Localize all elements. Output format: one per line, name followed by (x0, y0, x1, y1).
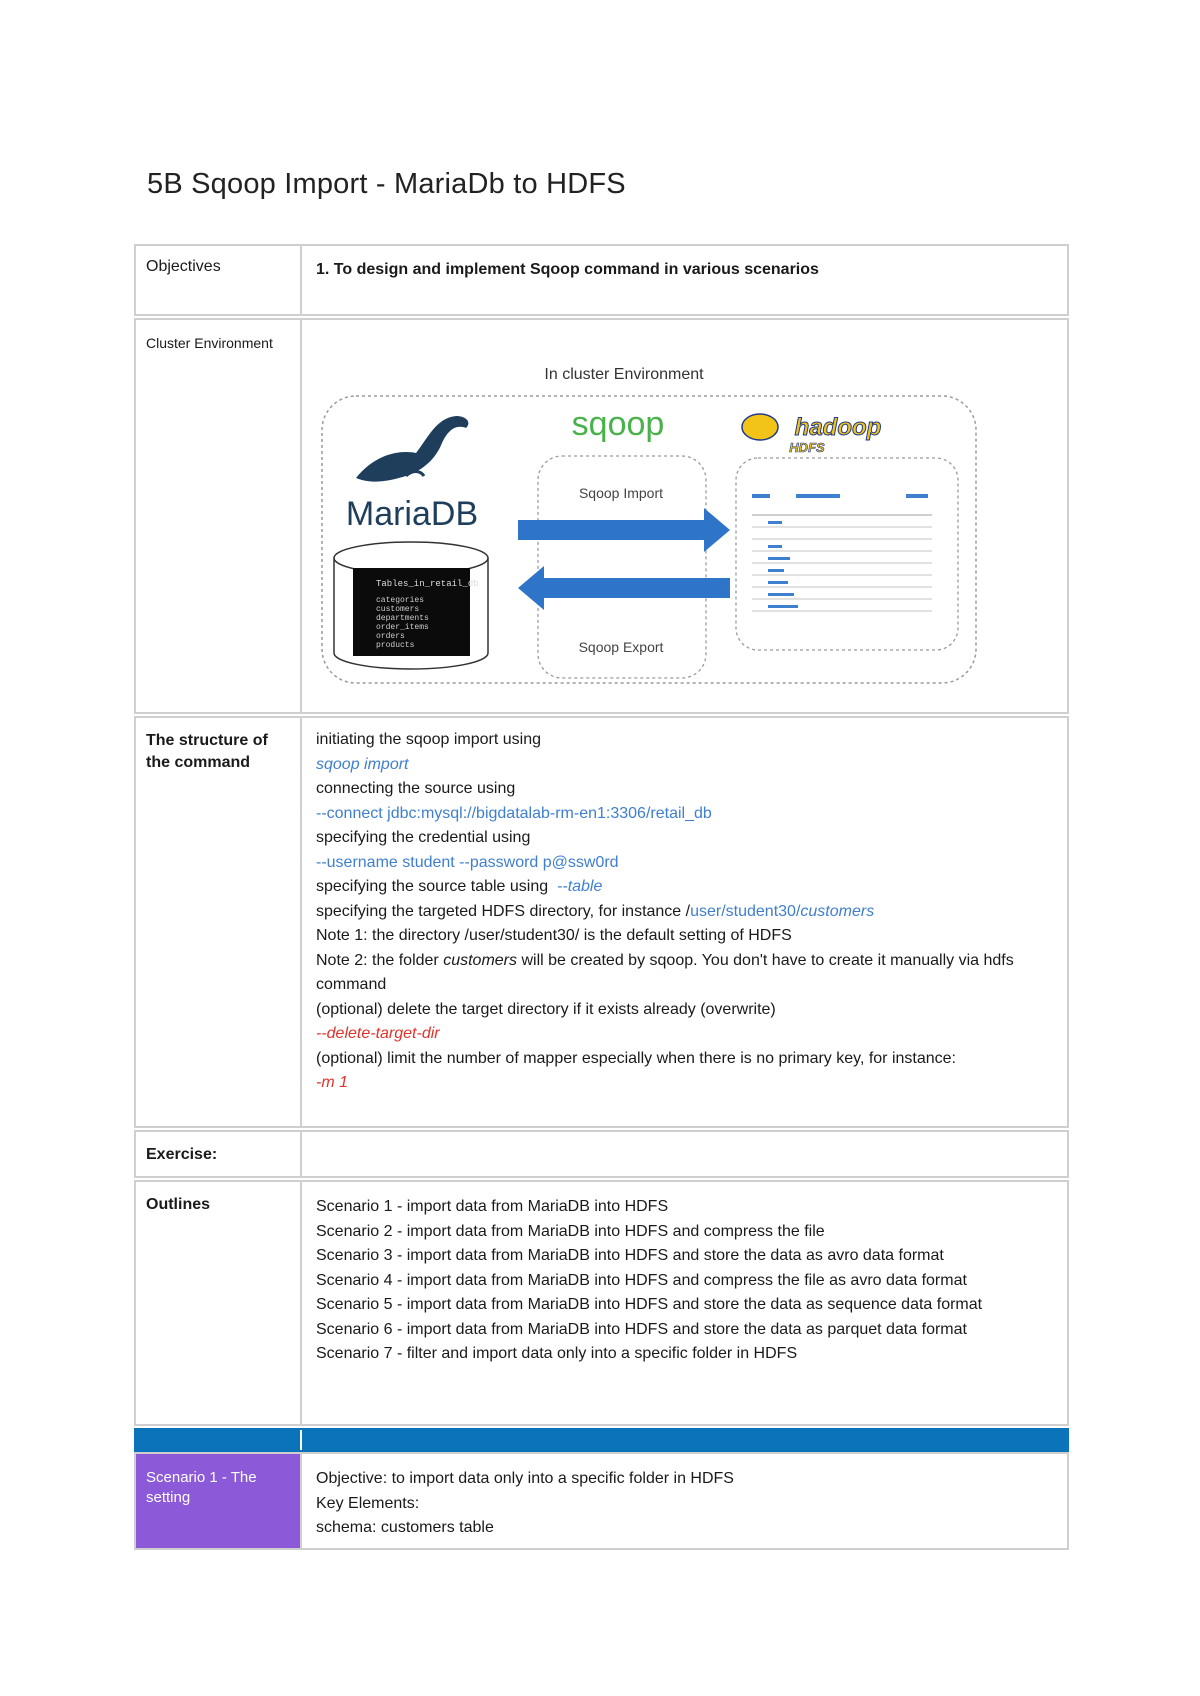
sqoop-export-label: Sqoop Export (578, 639, 664, 655)
sqoop-import-label: Sqoop Import (578, 485, 664, 501)
import-arrow-icon (518, 508, 730, 552)
objectives-label: Objectives (136, 246, 302, 314)
exercise-cell (302, 1132, 1067, 1176)
outline-item: Scenario 3 - import data from MariaDB into HDFS and store the data as avro data format (316, 1247, 944, 1264)
structure-text: specifying the targeted HDFS directory, for instance / (316, 902, 691, 920)
objectives-row (134, 244, 1069, 316)
outline-item: Scenario 1 - import data from MariaDB into HDFS (316, 1198, 669, 1215)
objectives-text: 1. To design and implement Sqoop command in various scenarios (316, 261, 819, 278)
db-table-item: categories (376, 596, 425, 605)
delete-target-dir-command: --delete-target-dir (316, 1025, 440, 1042)
scenario1-cell (302, 1454, 1067, 1548)
structure-line: initiating the sqoop import using (316, 731, 542, 748)
mariadb-logo-text: MariaDB (345, 495, 479, 533)
scenario1-row (134, 1452, 1069, 1550)
scenario1-objective: Objective: to import data only into a specific folder in HDFS (316, 1470, 734, 1487)
folder-name: customers (443, 951, 517, 969)
db-table-item: customers (376, 605, 420, 614)
outline-item: Scenario 6 - import data from MariaDB into HDFS and store the data as parquet data format (316, 1320, 967, 1338)
db-terminal-header: Tables_in_retail_db (376, 579, 479, 589)
page-title: 5B Sqoop Import - MariaDb to HDFS (147, 168, 626, 200)
structure-line: (optional) delete the target directory if it exists already (overwrite) (316, 1000, 776, 1018)
exercise-label: Exercise: (136, 1132, 302, 1176)
structure-line: specifying the credential using (316, 829, 531, 846)
db-table-item: products (376, 641, 415, 650)
structure-line: (optional) limit the number of mapper especially when there is no primary key, for instance: (316, 1049, 956, 1067)
structure-line (316, 875, 1053, 900)
table-command: --table (557, 878, 603, 895)
connect-command: --connect jdbc:mysql://bigdatalab-rm-en1:3306/retail_db (316, 804, 712, 822)
outline-item: Scenario 4 - import data from MariaDB into HDFS and compress the file as avro data format (316, 1271, 967, 1289)
credentials-command: --username student --password p@ssw0rd (316, 853, 619, 871)
export-arrow-icon (518, 566, 730, 610)
structure-row (134, 716, 1069, 1128)
structure-text: will be created by sqoop. You don't have to create it manually via hdfs command (316, 951, 1014, 993)
sqoop-import-command: sqoop import (316, 755, 409, 773)
mapper-command: -m 1 (316, 1074, 348, 1091)
cluster-diagram (316, 358, 981, 688)
cluster-cell (302, 320, 1067, 712)
outline-item: Scenario 2 - import data from MariaDB into HDFS and compress the file (316, 1222, 825, 1240)
hdfs-logo-text: HDFS (789, 440, 825, 455)
cluster-diagram-svg (316, 358, 981, 688)
structure-line (316, 900, 1053, 925)
diagram-caption: In cluster Environment (544, 366, 704, 383)
section-bar-left (136, 1430, 302, 1450)
structure-cell (302, 718, 1067, 1126)
exercise-row (134, 1130, 1069, 1178)
structure-line: connecting the source using (316, 780, 516, 797)
target-folder: customers (800, 902, 875, 920)
cluster-label: Cluster Environment (136, 320, 302, 712)
structure-line (316, 949, 1036, 998)
target-dir-path: user/student30/ (690, 902, 801, 920)
structure-text: Note 2: the folder (316, 951, 439, 969)
outline-item: Scenario 7 - filter and import data only into a specific folder in HDFS (316, 1345, 798, 1362)
outline-item: Scenario 5 - import data from MariaDB into HDFS and store the data as sequence data format (316, 1296, 983, 1313)
hdfs-browser-thumbnail (752, 494, 932, 612)
db-table-item: orders (376, 632, 405, 641)
mariadb-seal-icon (356, 416, 468, 482)
structure-text: specifying the source table using (316, 878, 549, 895)
hadoop-elephant-icon (742, 414, 778, 440)
sqoop-logo-text: sqoop (571, 405, 665, 443)
outlines-label: Outlines (136, 1182, 302, 1424)
structure-label: The structure of the command (136, 718, 302, 1126)
scenario1-schema: schema: customers table (316, 1519, 494, 1536)
db-table-item: order_items (376, 623, 429, 632)
scenario1-label: Scenario 1 - The setting (136, 1454, 302, 1548)
cluster-row (134, 318, 1069, 714)
outlines-cell (302, 1182, 1067, 1424)
section-bar (134, 1428, 1069, 1452)
outlines-row (134, 1180, 1069, 1426)
structure-line: Note 1: the directory /user/student30/ is the default setting of HDFS (316, 927, 792, 944)
hdfs-box (736, 458, 958, 650)
hadoop-logo-text: hadoop (794, 414, 882, 441)
db-table-item: departments (376, 614, 429, 623)
scenario1-key-elements: Key Elements: (316, 1494, 420, 1512)
